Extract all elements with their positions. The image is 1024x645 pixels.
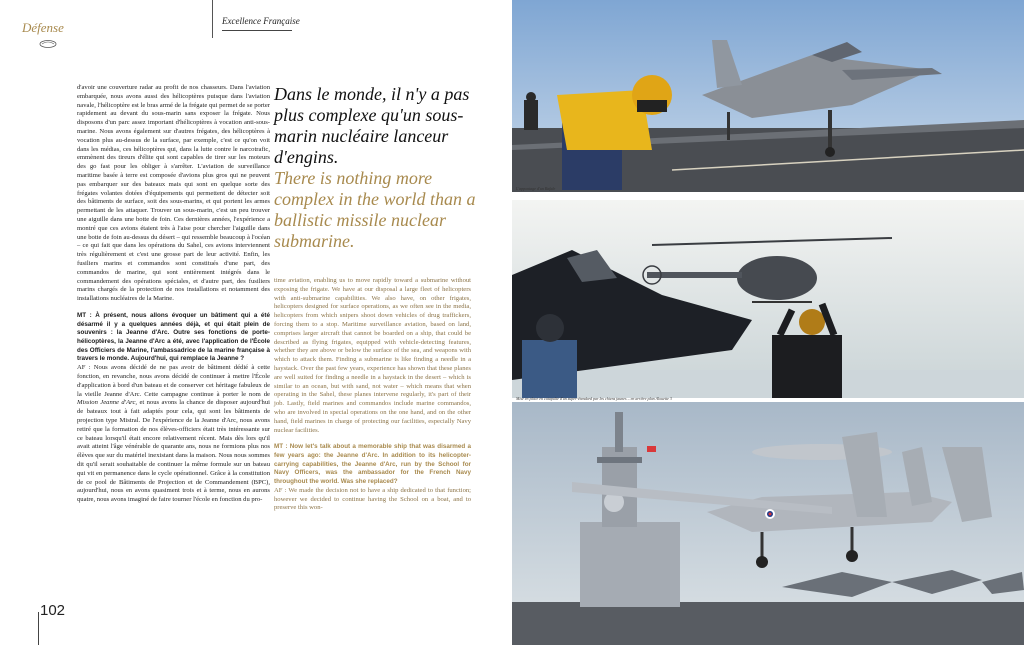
french-text-column <box>77 84 270 505</box>
pull-quote <box>274 84 484 252</box>
magazine-title: Excellence Française <box>222 16 300 26</box>
page-number: 102 <box>40 602 66 619</box>
answer-en: AF : We made the decision not to have a ship dedicated to that function; however we decided to continue having the School on a boat, and to preserve this won- <box>274 486 471 512</box>
header-divider <box>212 0 213 38</box>
caption-photo-1: L'appontage d'un Rafale <box>516 186 556 191</box>
question-fr: MT : À présent, nous allons évoquer un bâtiment qui a été désarmé il y a quelques années déjà, et qui était plein de souvenirs : la Jeanne d'Arc. Outre ses fonctions de porte-hélicoptères, la Jeanne d'Arc a été, avec l'application de l'École des Officiers de Marine, l'ambassadrice de la marine française à travers le monde. Aujourd'hui, qui remplace la Jeanne ? <box>77 311 270 363</box>
hawkeye-scene-image <box>512 402 1024 645</box>
paragraph-fr-1: d'avoir une couverture radar au profit de nos chasseurs. Dans l'aviation embarquée, nous avons aussi des hélicoptères puisque dans l'aviation navale, l'hélicoptère est le bras armé de la frégate qui permet de se porter rapidement au devant du sous-marin sans exposer la frégate. Nous disposons d'un parc assez important d'hélicoptères à vocation anti-sous-marine. Nous avons également sur d'autres frégates, des hélicoptères à vocation plus au-dessus de la surface, par exemple, c'est ce qu'on voit dans les médias, ces hélicoptères qui, dans la lutte contre le narcotrafic, emmènent des tireurs d'élite qui sont capables de tirer sur les moteurs des go fast pour les obliger à s'arrêter. L'aviation de surveillance maritime basée à terre est composée d'avions plus gros qui ne peuvent pas embarquer sur des bateaux mais qui sont en quelque sorte des frégates volantes dotées d'équipements qui permettent de détecter soit des bâtiments de surface, soit des sous-marins, et qui portent les armes permettant de les attaquer. Trouver un sous-marin, c'est un peu trouver une aiguille dans une botte de foin. Ces dernières années, l'expérience a montré que ces avions étaient très à l'aise pour chercher l'aiguille dans une botte de foin au-dessus du désert – qui ressemble beaucoup à l'océan – ce qui fait que dans les opérations du Sahel, ces avions interviennent très régulièrement et c'est une grosse part de leur activité. Enfin, les fusiliers marins et commandos sont constitués d'une part, des commandos de marine, qui sont entièrement intégrés dans le commandement des opérations spéciales, et d'autre part, des fusiliers marins chargés de la protection de nos installations et notamment des installations nucléaires de la Marine. <box>77 84 270 303</box>
photo-hawkeye-carrier <box>512 402 1024 645</box>
photo-rafale-landing <box>512 0 1024 192</box>
photo-helicopter-catapult <box>512 200 1024 401</box>
answer-fr <box>77 364 270 505</box>
anchor-emblem-icon <box>38 39 58 49</box>
helicopter-scene-image <box>512 200 1024 398</box>
english-text-column <box>274 277 471 513</box>
section-label: Défense <box>22 20 64 35</box>
mission-name: Mission Jeanne d'Arc <box>77 399 136 407</box>
footer-divider <box>38 612 39 645</box>
pull-quote-en: There is nothing more complex in the world than a ballistic missile nuclear submarine. <box>274 168 476 251</box>
caption-photo-2: Mise en place en catapulte d'un super-étendard par les chiens jaunes – en arrière plan Alouette 3 <box>516 396 672 401</box>
answer-fr-start: AF : Nous avons décidé de ne pas avoir de bâtiment dédié à cette fonction, en revanche, nous avons décidé de continuer à mettre l'École d'application à bord d'un bateau et de conserver cet héritage fabuleux de la vieille Jeanne d'Arc. Cette campagne continue à porter le nom de <box>77 364 270 398</box>
pull-quote-fr: Dans le monde, il n'y a pas plus complexe qu'un sous-marin nucléaire lanceur d'engins. <box>274 84 470 167</box>
right-page <box>512 0 1024 645</box>
answer-fr-end: , et nous avons la chance de disposer aujourd'hui de bateaux tout à fait adaptés pour cela, qui sont les bâtiments de projection type Mistral. De l'expérience de la Jeanne d'Arc, nous avons retiré que la formation de nos élèves-officiers était très intéressante sur ce bateau lorsqu'il était encore relativement récent. Mais dès lors qu'il avait atteint l'âge vénérable de quarante ans, nous ne formions plus nos élèves que sur du matériel inexistant dans la maison. Nous nous sommes dit qu'il serait souhaitable de continuer la même formule sur un bateau qui vit en permanence dans le cycle opérationnel. Grâce à la constitution de ce pool de Bâtiments de Projection et de Commandement (BPC), aujourd'hui, nous en avons quasiment trois et à terme, nous en aurons quatre, nous avons imaginé de faire tourner l'école en fonction du pro- <box>77 399 270 504</box>
background-crewman <box>524 92 538 130</box>
question-en: MT : Now let's talk about a memorable ship that was disarmed a few years ago: the Jeanne d'Arc. In addition to its helicopter-carrying capabilities, the Jeanne d'Arc, run by the School for Navy Officers, was the ambassador for the French Navy throughout the world. Was she replaced? <box>274 443 471 486</box>
header-rule <box>222 30 292 31</box>
rafale-scene-image <box>512 0 1024 192</box>
paragraph-en-1: time aviation, enabling us to move rapidly toward a submarine without exposing the frigate. We have at our disposal a large fleet of helicopters with anti-submarine capabilities. We also have, on other frigates, helicopters designed for surface operations, as we often see in the media, helicopters from which snipers shoot down vehicles of drug traffickers, forcing them to a stop. Maritime surveillance aviation, based on land, comprises larger aircraft that cannot be boarded on a ship, that could be described as flying frigates, equipped with vehicle-detecting features, whether they are above or below the surface of the sea, and weapons with which to attack them. Finding a submarine is like finding a needle in a haystack. Over the past few years, experience has shown that these planes are well suited for finding a needle in a haystack in the desert – which is similar to an ocean, but with sand, not water – which means that when operating in the Sahel, these planes intervene regularly, it's part of their job. Lastly, field marines and commandos include marine commandos, who are involved in special operations on the one hand, and on the other hand, field marines in charge of protecting our facilities, especially Navy nuclear facilities. <box>274 277 471 434</box>
